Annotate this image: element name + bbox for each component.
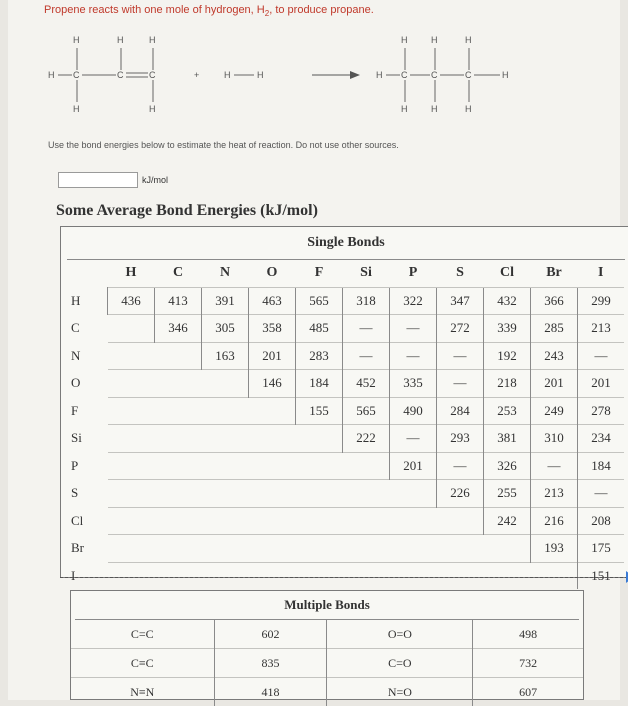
bond-energy-cell [296, 452, 343, 480]
bond-energy-cell: 463 [249, 287, 296, 315]
row-label: Br [61, 535, 108, 563]
bond-energy-cell: 339 [484, 315, 531, 343]
bond-energy-cell: 485 [296, 315, 343, 343]
bond-energy-cell: 278 [578, 397, 625, 425]
bond-row [61, 425, 624, 453]
propene-h-top3: H [149, 35, 156, 45]
bond-row [61, 562, 624, 589]
bond-energy-cell [155, 342, 202, 370]
multiple-bond-label: C≡C [71, 649, 214, 678]
bond-row [61, 315, 624, 343]
bond-energy-cell: 155 [296, 397, 343, 425]
single-bonds-panel [60, 226, 628, 578]
bond-row [61, 397, 624, 425]
row-label: F [61, 397, 108, 425]
answer-unit: kJ/mol [142, 175, 168, 185]
column-header: F [296, 260, 343, 287]
bond-energy-cell: 201 [390, 452, 437, 480]
bond-energy-cell [202, 370, 249, 398]
column-header: Si [343, 260, 390, 287]
bond-energy-cell: 346 [155, 315, 202, 343]
bond-energy-cell [155, 562, 202, 589]
bond-energy-cell: 310 [531, 425, 578, 453]
bond-energy-cell: 347 [437, 287, 484, 315]
bond-energy-cell [343, 452, 390, 480]
bond-energy-cell: — [390, 315, 437, 343]
bond-energy-cell [437, 562, 484, 589]
multiple-bonds-body [71, 620, 583, 706]
multiple-bonds-table [71, 620, 583, 706]
propane-c1: C [401, 70, 408, 80]
bond-row [61, 287, 624, 315]
bond-energy-cell: 193 [531, 535, 578, 563]
bond-energy-cell [249, 507, 296, 535]
bond-energy-cell: 283 [296, 342, 343, 370]
bond-energy-cell: 201 [578, 370, 625, 398]
reaction-svg [44, 30, 564, 130]
bond-energy-cell [390, 562, 437, 589]
multiple-bonds-header: Multiple Bonds [75, 591, 579, 620]
bond-energy-cell: 305 [202, 315, 249, 343]
propene-c1: C [73, 70, 80, 80]
row-label: S [61, 480, 108, 508]
bond-energy-cell: 151 [578, 562, 625, 589]
row-label: N [61, 342, 108, 370]
bond-energy-cell: 284 [437, 397, 484, 425]
bond-energy-cell [202, 507, 249, 535]
bond-energy-cell [108, 562, 155, 589]
propene-c3: C [149, 70, 156, 80]
multiple-bond-energy: 732 [473, 649, 583, 678]
bond-energy-cell: 272 [437, 315, 484, 343]
propane-h-bottom3: H [465, 104, 472, 114]
propane-h-top2: H [431, 35, 438, 45]
column-header: O [249, 260, 296, 287]
bond-energy-cell [108, 397, 155, 425]
bond-energy-cell [108, 425, 155, 453]
question-prefix: Propene reacts with one mole of hydrogen, H [44, 4, 265, 16]
bond-energy-cell: — [531, 452, 578, 480]
bond-energy-cell [202, 425, 249, 453]
bond-energy-cell [155, 425, 202, 453]
bond-energy-cell: 253 [484, 397, 531, 425]
multiple-bond-label: N=O [327, 678, 473, 706]
column-header: I [578, 260, 625, 287]
bond-energy-cell [343, 535, 390, 563]
bond-energy-cell: — [390, 342, 437, 370]
reaction-diagram [44, 30, 564, 130]
bond-energy-cell [202, 535, 249, 563]
bond-energy-cell [249, 562, 296, 589]
bond-energy-cell: 285 [531, 315, 578, 343]
row-label: C [61, 315, 108, 343]
h2-atom-1: H [224, 70, 231, 80]
bond-energy-cell: 213 [531, 480, 578, 508]
bond-energy-cell: 201 [531, 370, 578, 398]
bond-energy-cell: 184 [578, 452, 625, 480]
bond-energy-cell [531, 562, 578, 589]
bond-energy-cell: 335 [390, 370, 437, 398]
answer-input[interactable] [58, 172, 138, 188]
multiple-bond-label: O=O [327, 620, 473, 649]
bond-energy-cell: — [437, 342, 484, 370]
single-bonds-table [61, 260, 624, 589]
bond-energy-cell: 318 [343, 287, 390, 315]
bond-energy-cell: 216 [531, 507, 578, 535]
single-bonds-body [61, 287, 624, 589]
bond-row [61, 370, 624, 398]
bond-energy-cell [155, 452, 202, 480]
reaction-arrow [312, 71, 360, 79]
bond-energy-cell: 249 [531, 397, 578, 425]
multiple-bond-label: N≡N [71, 678, 214, 706]
propene-h-top2: H [117, 35, 124, 45]
bond-row [61, 507, 624, 535]
plus-sign: + [194, 70, 199, 80]
column-header: N [202, 260, 249, 287]
propene-c2: C [117, 70, 124, 80]
propane-c2: C [431, 70, 438, 80]
bond-energy-cell [155, 370, 202, 398]
column-header: S [437, 260, 484, 287]
bond-energy-cell [296, 535, 343, 563]
bond-energy-cell: 192 [484, 342, 531, 370]
bond-energy-cell: 436 [108, 287, 155, 315]
bond-energy-cell [155, 507, 202, 535]
bond-energy-cell: 565 [343, 397, 390, 425]
multiple-bond-row [71, 649, 583, 678]
propane-h-top3: H [465, 35, 472, 45]
multiple-bond-energy: 607 [473, 678, 583, 706]
page [8, 0, 620, 700]
bond-energy-cell [249, 480, 296, 508]
row-label: Si [61, 425, 108, 453]
bond-energy-cell [249, 425, 296, 453]
bond-energy-cell [390, 507, 437, 535]
bond-energy-cell [437, 535, 484, 563]
column-header: Br [531, 260, 578, 287]
propene-h-bottom1: H [73, 104, 80, 114]
bond-energy-cell: 146 [249, 370, 296, 398]
bond-energy-cell [202, 397, 249, 425]
single-bonds-header: Single Bonds [67, 227, 625, 260]
multiple-bond-row [71, 620, 583, 649]
propane-c3: C [465, 70, 472, 80]
bond-energy-cell: — [343, 342, 390, 370]
bond-energy-cell: 565 [296, 287, 343, 315]
column-header-row [61, 260, 624, 287]
bond-energy-cell: — [578, 480, 625, 508]
bond-energy-cell: 452 [343, 370, 390, 398]
row-label: I [61, 562, 108, 589]
bond-energy-cell [155, 480, 202, 508]
bond-energy-cell: 381 [484, 425, 531, 453]
bond-energy-cell: 222 [343, 425, 390, 453]
row-label: H [61, 287, 108, 315]
bond-energy-cell: 163 [202, 342, 249, 370]
bond-energy-cell: 322 [390, 287, 437, 315]
propane-h-top1: H [401, 35, 408, 45]
bond-energy-cell: — [343, 315, 390, 343]
question-suffix: , to produce propane. [269, 4, 374, 16]
bond-energy-cell: 299 [578, 287, 625, 315]
bond-energy-cell: 242 [484, 507, 531, 535]
multiple-bond-row [71, 678, 583, 706]
bond-energy-cell: 413 [155, 287, 202, 315]
propene-h-left: H [48, 70, 55, 80]
bond-energy-cell: 201 [249, 342, 296, 370]
bond-row [61, 342, 624, 370]
bond-energy-cell [343, 507, 390, 535]
bond-energy-cell [249, 535, 296, 563]
bond-energy-cell: 391 [202, 287, 249, 315]
bond-energy-cell [296, 425, 343, 453]
propene-h-bottom3: H [149, 104, 156, 114]
propene-h-top1: H [73, 35, 80, 45]
row-label: Cl [61, 507, 108, 535]
bond-energy-cell [390, 480, 437, 508]
bond-energy-cell: 490 [390, 397, 437, 425]
bond-energy-cell: 226 [437, 480, 484, 508]
column-header: Cl [484, 260, 531, 287]
propane-h-bottom1: H [401, 104, 408, 114]
bond-energy-cell [108, 315, 155, 343]
question-text [44, 4, 374, 18]
bond-energy-cell [296, 507, 343, 535]
bond-energy-cell [249, 397, 296, 425]
bond-energy-cell: 234 [578, 425, 625, 453]
bond-energy-cell: 366 [531, 287, 578, 315]
bond-energy-cell [108, 342, 155, 370]
multiple-bonds-panel [70, 590, 584, 700]
multiple-bond-energy: 602 [214, 620, 327, 649]
bond-energy-cell [343, 562, 390, 589]
bond-energy-cell [484, 535, 531, 563]
bond-energy-cell [108, 370, 155, 398]
row-label: P [61, 452, 108, 480]
bond-energy-cell [296, 480, 343, 508]
bond-energy-cell [437, 507, 484, 535]
h2-atom-2: H [257, 70, 264, 80]
bond-row [61, 452, 624, 480]
bond-energy-cell [155, 535, 202, 563]
propane-h-right: H [502, 70, 509, 80]
bond-energy-cell [296, 562, 343, 589]
bond-energy-cell [108, 535, 155, 563]
bond-energy-cell [390, 535, 437, 563]
bond-energy-cell: — [578, 342, 625, 370]
instruction-text: Use the bond energies below to estimate the heat of reaction. Do not use other sources. [48, 140, 399, 150]
bond-energy-cell: 432 [484, 287, 531, 315]
bond-row [61, 535, 624, 563]
bond-energy-cell: 175 [578, 535, 625, 563]
bond-energy-cell: — [437, 370, 484, 398]
bond-energy-cell [249, 452, 296, 480]
bond-energy-cell: — [390, 425, 437, 453]
bond-energy-cell [202, 480, 249, 508]
bond-energy-cell [202, 562, 249, 589]
multiple-bond-energy: 835 [214, 649, 327, 678]
multiple-bond-label: C=C [71, 620, 214, 649]
bond-energy-cell: — [437, 452, 484, 480]
answer-row [58, 172, 168, 188]
propane-h-bottom2: H [431, 104, 438, 114]
column-header: P [390, 260, 437, 287]
bond-energy-cell [484, 562, 531, 589]
table-bottom-dash [60, 577, 628, 578]
bond-energy-cell [155, 397, 202, 425]
multiple-bond-energy: 418 [214, 678, 327, 706]
bond-energy-cell [108, 452, 155, 480]
corner-cell [61, 260, 108, 287]
bond-energy-cell: 293 [437, 425, 484, 453]
multiple-bond-energy: 498 [473, 620, 583, 649]
bond-energy-cell: 208 [578, 507, 625, 535]
bond-energy-cell [108, 507, 155, 535]
bond-energy-cell: 326 [484, 452, 531, 480]
question-subscript: 2 [265, 9, 269, 18]
bond-energy-cell: 243 [531, 342, 578, 370]
multiple-bond-label: C=O [327, 649, 473, 678]
bond-energy-cell [343, 480, 390, 508]
bond-energy-cell: 358 [249, 315, 296, 343]
bond-energy-cell: 213 [578, 315, 625, 343]
bond-energy-cell: 255 [484, 480, 531, 508]
propane-h-left: H [376, 70, 383, 80]
bond-row [61, 480, 624, 508]
bond-energy-cell [202, 452, 249, 480]
bond-energy-cell: 184 [296, 370, 343, 398]
column-header: H [108, 260, 155, 287]
bond-energy-cell [108, 480, 155, 508]
bond-energies-title: Some Average Bond Energies (kJ/mol) [56, 202, 318, 220]
bond-energy-cell: 218 [484, 370, 531, 398]
row-label: O [61, 370, 108, 398]
column-header: C [155, 260, 202, 287]
